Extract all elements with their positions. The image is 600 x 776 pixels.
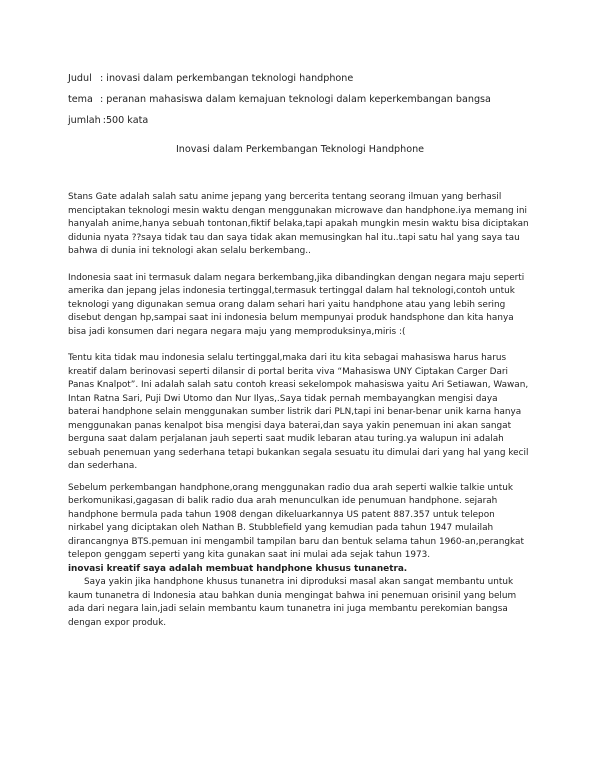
meta-jumlah bbox=[68, 110, 491, 131]
meta-judul-label: Judul bbox=[68, 73, 92, 84]
paragraph-closing: Saya yakin jika handphone khusus tunanetra ini diproduksi masal akan sangat membantu untuk kaum tunanetra di Indonesia atau bahkan dunia mengingat bahwa ini penemuan orisinil yang belum ada dari negara lain,jadi selain membantu kaum tunanetra ini juga membantu perekomian bangsa dengan expor produk. bbox=[68, 577, 517, 628]
paragraph-sejarah-handphone: Sebelum perkembangan handphone,orang menggunakan radio dua arah seperti walkie talkie untuk berkomunikasi,gagasan di balik radio dua arah menunculkan ide penumuan handphone. sejarah handphone bermula pada tahun 1908 dengan dikeluarkannya US patent 887.357 untuk telepon nirkabel yang diciptakan oleh Nathan B. Stubblefield yang kemudian pada tahun 1947 mulailah dirancangnya BTS.pemuan ini mengambil tampilan baru dan bentuk selama tahun 1960-an,perangkat telepon genggam seperti yang kita gunakan saat ini mulai ada sejak tahun 1973. bbox=[68, 482, 524, 560]
paragraph-inovasi-mahasiswa: Tentu kita tidak mau indonesia selalu tertinggal,maka dari itu kita sebagai mahasiswa harus harus kreatif dalam berinovasi seperti dilansir di portal berita viva “Mahasiswa UNY Ciptakan Carger Dari Panas Knalpot”. Ini adalah salah satu contoh kreasi sekelompok mahasiswa yaitu Ari Setiawan, Wawan, Intan Ratna Sari, Puji Dwi Utomo dan Nur Ilyas,.Saya tidak pernah membayangkan mengisi daya baterai handphone selain menggunakan sumber listrik dari PLN,tapi ini benar-benar unik karna hanya menggunakan panas kenalpot bisa mengisi daya baterai,dan saya yakin penemuan ini akan sangat berguna saat dalam perjalanan jauh seperti saat mudik lebaran atau turing.ya walupun ini adalah sebuah penemuan yang sederhana tetapi bukankan segala sesuatu itu dimulai dari yang hal yang kecil dan sederhana. bbox=[68, 353, 529, 471]
meta-jumlah-value: :500 kata bbox=[102, 115, 149, 126]
document-meta bbox=[68, 68, 491, 131]
meta-judul bbox=[68, 68, 491, 89]
meta-tema-value: : peranan mahasiswa dalam kemajuan teknologi dalam keperkembangan bangsa bbox=[100, 94, 491, 105]
meta-tema bbox=[68, 89, 491, 110]
document-title: Inovasi dalam Perkembangan Teknologi Handphone bbox=[175, 144, 425, 155]
meta-jumlah-label: jumlah bbox=[68, 115, 101, 126]
meta-tema-label: tema bbox=[68, 94, 93, 105]
meta-judul-value: : inovasi dalam perkembangan teknologi handphone bbox=[100, 73, 354, 84]
document-body bbox=[68, 191, 530, 630]
bold-statement: inovasi kreatif saya adalah membuat handphone khusus tunanetra. bbox=[68, 563, 408, 574]
paragraph-indonesia: Indonesia saat ini termasuk dalam negara berkembang,jika dibandingkan dengan negara maju seperti amerika dan jepang jelas indonesia tertinggal,termasuk tertinggal dalam hal teknologi,contoh untuk teknologi yang digunakan semua orang dalam sehari hari yaitu handphone atau yang lebih sering disebut dengan hp,sampai saat ini indonesia belum mempunyai produk handsphone dan kita hanya bisa jadi konsumen dari negara negara maju yang memproduksinya,miris :( bbox=[68, 272, 525, 337]
paragraph-steins-gate: Stans Gate adalah salah satu anime jepang yang bercerita tentang seorang ilmuan yang berhasil menciptakan teknologi mesin waktu dengan menggunakan microwave dan handphone.iya memang ini hanyalah anime,hanya sebuah tontonan,fiktif belaka,tapi apakah mungkin mesin waktu bisa diciptakan didunia nyata ??saya tidak tau dan saya tidak akan memusingkan hal itu..tapi satu hal yang saya tau bahwa di dunia ini teknologi akan selalu berkembang.. bbox=[68, 192, 529, 256]
